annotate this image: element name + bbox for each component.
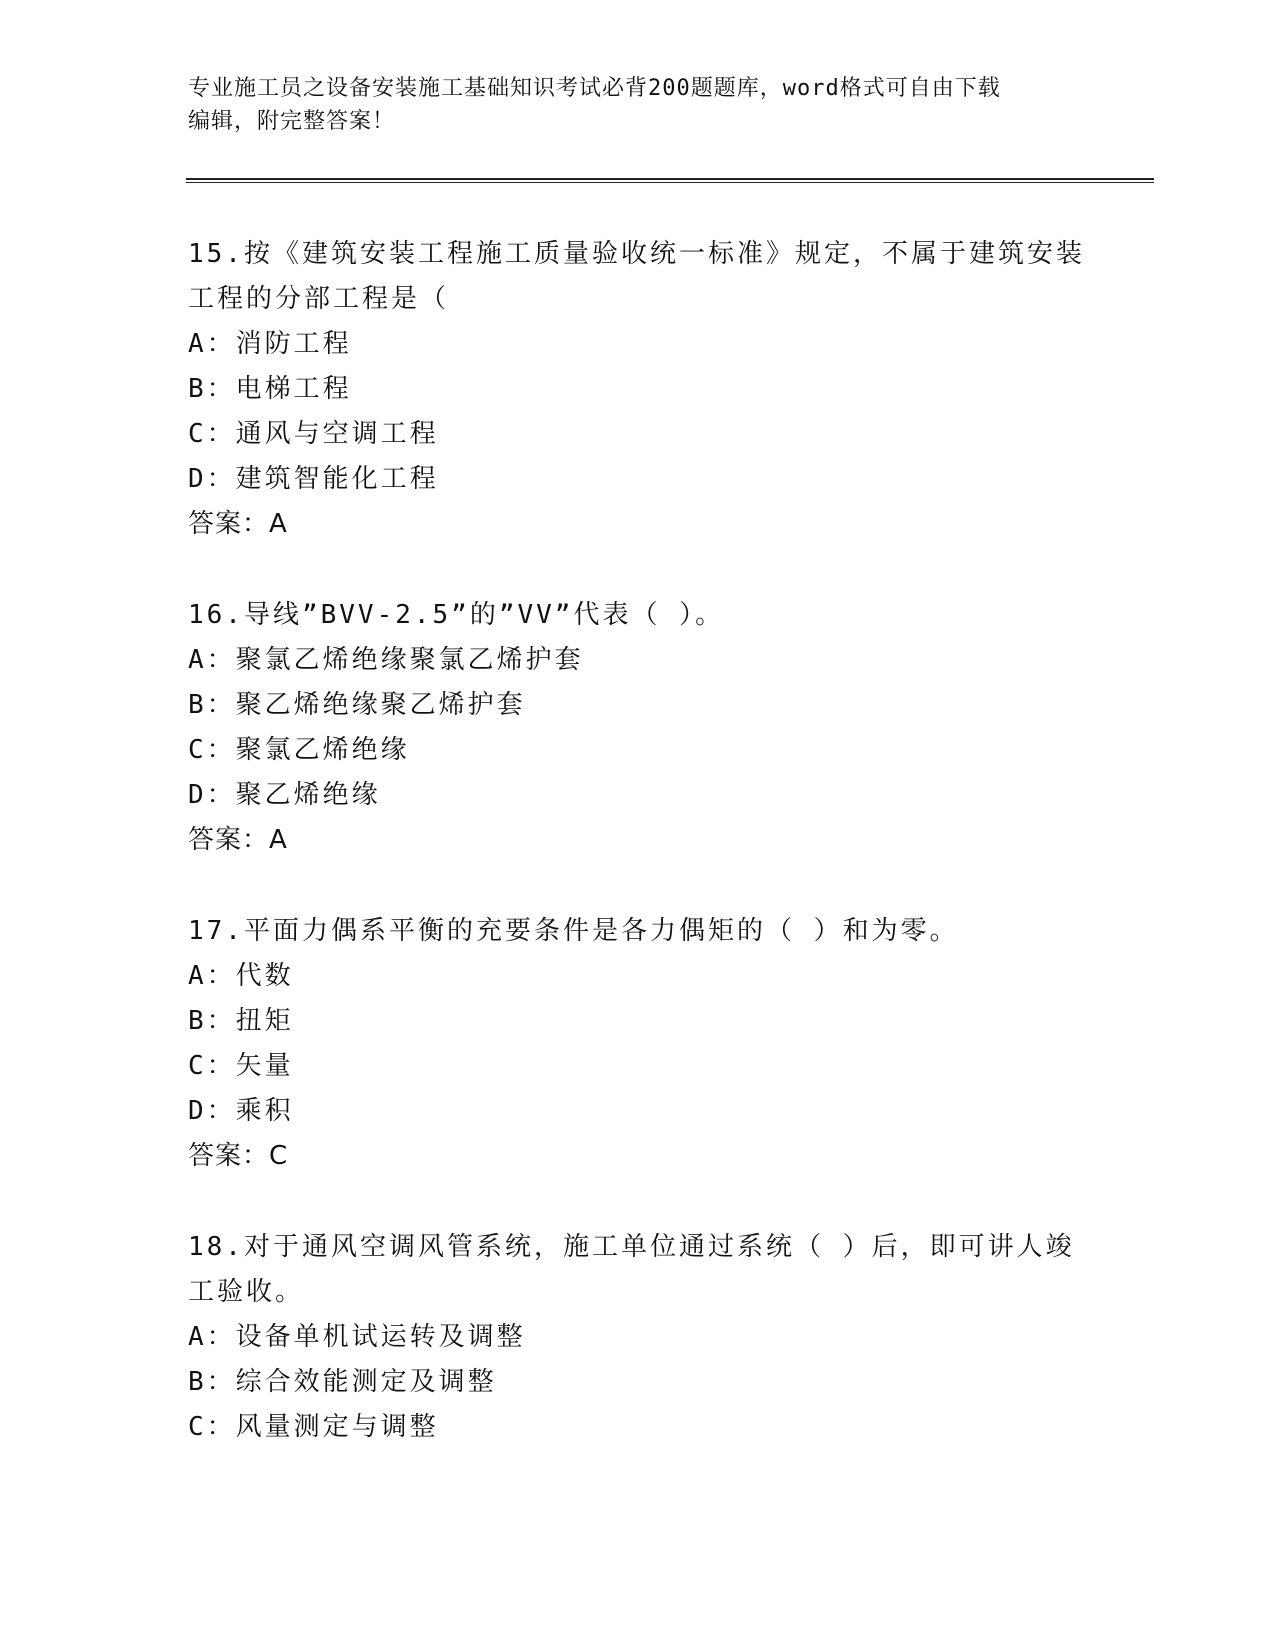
document-header [188, 72, 1088, 138]
question-17 [188, 909, 1088, 1179]
question-list [188, 232, 1088, 1496]
option-d: D：聚乙烯绝缘 [188, 780, 381, 810]
option-c: C：通风与空调工程 [188, 419, 439, 449]
option-a: A：消防工程 [188, 329, 352, 359]
option-b: B：聚乙烯绝缘聚乙烯护套 [188, 690, 526, 720]
header-line-2: 编辑，附完整答案！ [188, 109, 396, 134]
option-b: B：电梯工程 [188, 374, 352, 404]
question-text: 17.平面力偶系平衡的充要条件是各力偶矩的（ ）和为零。 [188, 916, 959, 946]
option-b: B：扭矩 [188, 1006, 294, 1036]
option-d: D：乘积 [188, 1096, 294, 1126]
header-line-1: 专业施工员之设备安装施工基础知识考试必背200题题库，word格式可自由下载 [188, 76, 1001, 101]
option-b: B：综合效能测定及调整 [188, 1367, 497, 1397]
option-a: A：聚氯乙烯绝缘聚氯乙烯护套 [188, 645, 584, 675]
question-15 [188, 232, 1088, 547]
answer-line: 答案：C [188, 1141, 289, 1171]
question-text: 工程的分部工程是（ [188, 284, 450, 314]
question-text: 15.按《建筑安装工程施工质量验收统一标准》规定，不属于建筑安装 [188, 239, 1085, 269]
question-text: 工验收。 [188, 1277, 305, 1307]
option-c: C：风量测定与调整 [188, 1412, 439, 1442]
option-d: D：建筑智能化工程 [188, 464, 439, 494]
option-c: C：聚氯乙烯绝缘 [188, 735, 410, 765]
header-divider [186, 178, 1154, 183]
question-text: 16.导线”BVV-2.5”的”VV”代表（ ）。 [188, 600, 725, 630]
option-a: A：设备单机试运转及调整 [188, 1322, 526, 1352]
answer-line: 答案：A [188, 825, 288, 855]
option-a: A：代数 [188, 961, 294, 991]
question-text: 18.对于通风空调风管系统，施工单位通过系统（ ）后，即可讲人竣 [188, 1232, 1075, 1262]
question-18 [188, 1225, 1088, 1450]
option-c: C：矢量 [188, 1051, 294, 1081]
question-16 [188, 593, 1088, 863]
answer-line: 答案：A [188, 509, 288, 539]
